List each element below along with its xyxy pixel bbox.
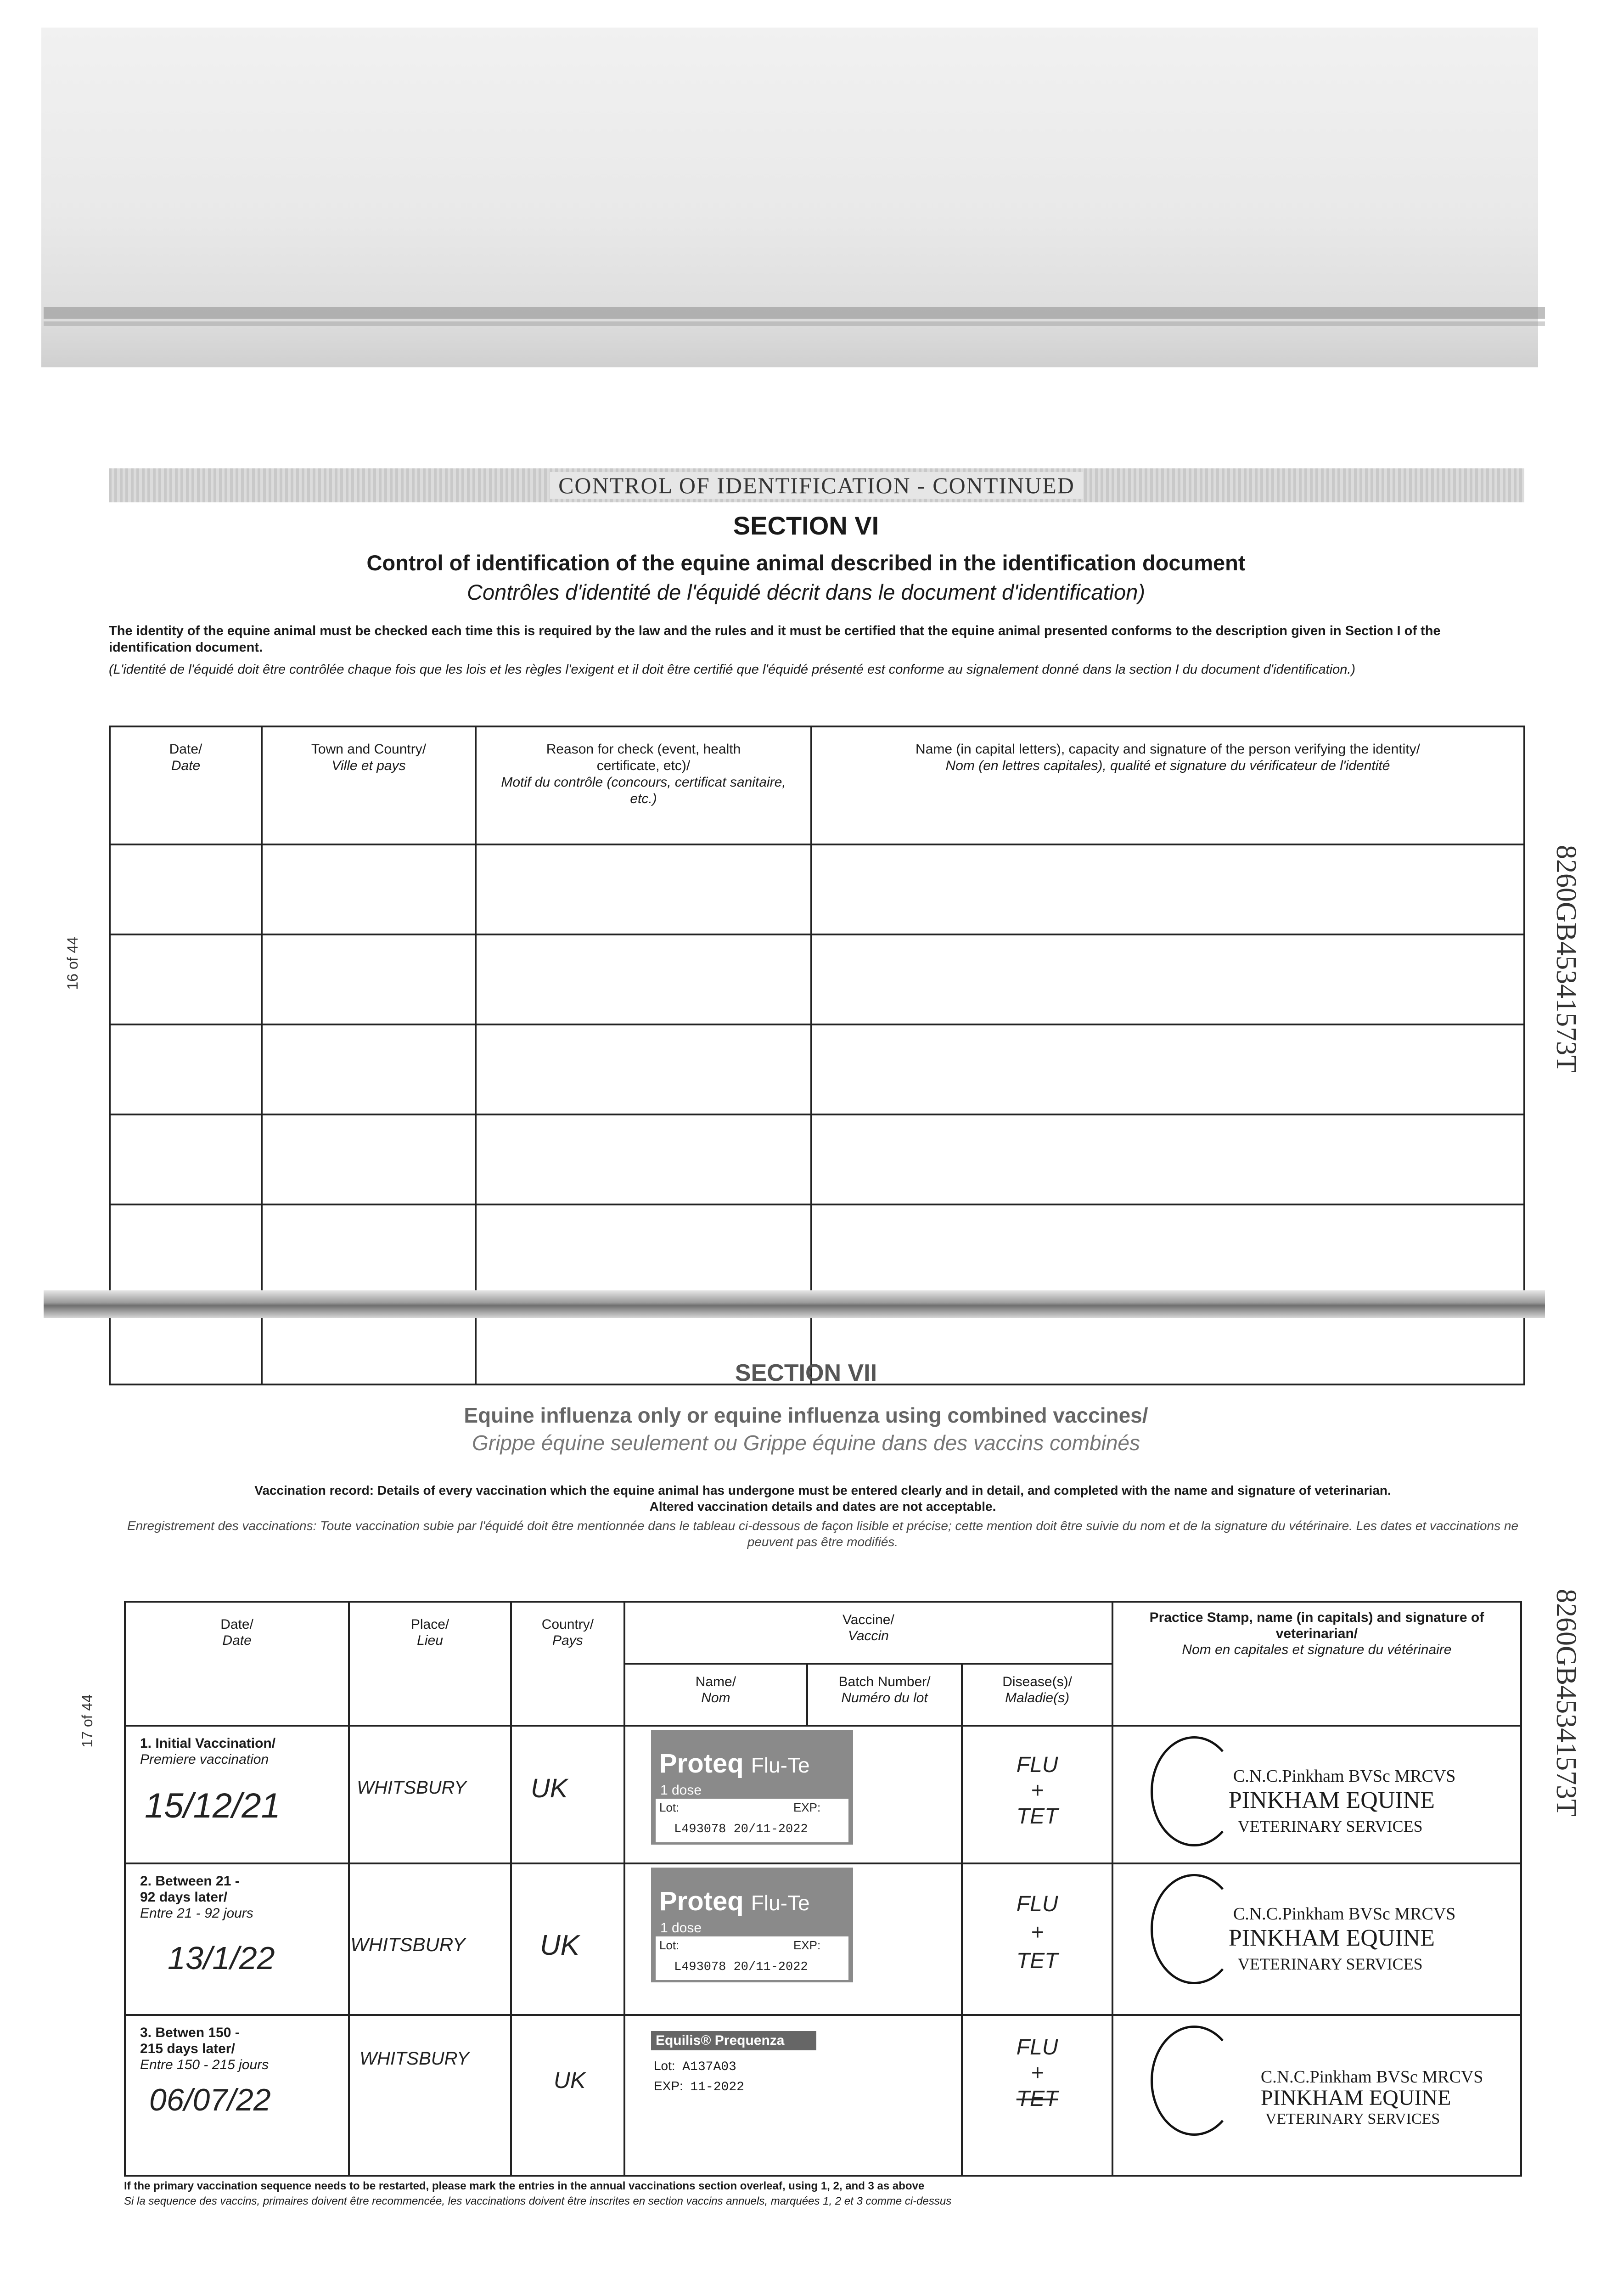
handwritten-place: WHITSBURY bbox=[359, 2048, 469, 2069]
col-label-fr: Maladie(s) bbox=[1005, 1690, 1070, 1705]
vaccine-brand bbox=[659, 1886, 810, 1917]
vaccine-label-cell[interactable] bbox=[624, 1726, 962, 1863]
handwritten-date: 15/12/21 bbox=[145, 1786, 281, 1825]
table-header-row bbox=[125, 1602, 1521, 1664]
vet-name: C.N.C.Pinkham BVSc MRCVS bbox=[1233, 1767, 1456, 1786]
handwritten-disease bbox=[963, 1865, 1111, 1975]
col-label-fr: Nom (en lettres capitales), qualité et signature du vérificateur de l'identité bbox=[945, 758, 1390, 773]
vaccine-type: Flu-Te bbox=[751, 1753, 810, 1777]
lot-label: Lot: bbox=[653, 2059, 675, 2073]
signature-icon bbox=[1151, 1874, 1238, 1984]
col-label-en: Name (in capital letters), capacity and signature of the person verifying the identity/ bbox=[916, 742, 1420, 757]
col-label-en: Place/ bbox=[410, 1617, 449, 1632]
table-cell[interactable] bbox=[110, 1024, 262, 1114]
exp-label: EXP: bbox=[653, 2079, 683, 2093]
exp-date: 11-2022 bbox=[690, 2080, 744, 2094]
table-cell[interactable] bbox=[811, 1024, 1524, 1114]
col-country bbox=[511, 1602, 624, 1726]
col-reason bbox=[476, 726, 811, 844]
table-cell[interactable] bbox=[262, 1114, 476, 1204]
vaccination-row bbox=[125, 1726, 1521, 1863]
section6-intro-fr: (L'identité de l'équidé doit être contrôlée chaque fois que les lois et les règles l'exigent et il doit être certifié que l'équidé présenté est conforme au signalement donné dans la section I du document d'identification.) bbox=[109, 662, 1356, 677]
fold-line bbox=[44, 307, 1545, 319]
exp-label: EXP: bbox=[793, 1801, 821, 1814]
stamp-cell[interactable] bbox=[1112, 1863, 1521, 2015]
table-cell[interactable] bbox=[262, 844, 476, 934]
disease-line: + bbox=[1031, 1778, 1044, 1803]
practice-services: VETERINARY SERVICES bbox=[1265, 2110, 1440, 2127]
signature-icon bbox=[1151, 2026, 1238, 2136]
vaccination-row bbox=[125, 2015, 1521, 2176]
section6-title: SECTION VI bbox=[733, 511, 879, 540]
col-label-en: Date/ bbox=[220, 1617, 253, 1632]
table-row bbox=[110, 844, 1524, 934]
brand-name: Proteq bbox=[659, 1749, 744, 1778]
date-cell[interactable] bbox=[125, 1726, 349, 1863]
page-number-17: 17 of 44 bbox=[79, 1694, 95, 1748]
table-row bbox=[110, 1114, 1524, 1204]
handwritten-disease bbox=[963, 1727, 1111, 1829]
stamp-cell[interactable] bbox=[1112, 2015, 1521, 2176]
record-line: Vaccination record: Details of every vaccination which the equine animal has undergone must be entered clearly and in detail, and completed with the name and signature of veterinarian. bbox=[254, 1483, 1391, 1497]
disease-line: TET bbox=[1016, 2087, 1058, 2111]
col-practice-stamp bbox=[1112, 1602, 1521, 1726]
disease-cell[interactable] bbox=[962, 2015, 1112, 2176]
practice-name: PINKHAM EQUINE bbox=[1228, 1787, 1435, 1813]
date-cell[interactable] bbox=[125, 1863, 349, 2015]
table-cell[interactable] bbox=[110, 1204, 262, 1294]
col-label-fr: Lieu bbox=[417, 1633, 443, 1648]
record-line: Altered vaccination details and dates are not acceptable. bbox=[649, 1499, 996, 1514]
handwritten-country: UK bbox=[530, 1773, 568, 1803]
banner-text: CONTROL OF IDENTIFICATION - CONTINUED bbox=[550, 472, 1083, 499]
disease-line: + bbox=[1031, 1920, 1044, 1945]
col-label-fr: Date bbox=[222, 1633, 252, 1648]
practice-services: VETERINARY SERVICES bbox=[1237, 1817, 1423, 1835]
col-label-fr: Date bbox=[171, 758, 201, 773]
vaccine-dose: 1 dose bbox=[660, 1783, 702, 1798]
col-town-country bbox=[262, 726, 476, 844]
page-number-16: 16 of 44 bbox=[64, 937, 81, 990]
table-cell[interactable] bbox=[110, 1114, 262, 1204]
handwritten-date: 06/07/22 bbox=[149, 2082, 271, 2117]
passport-id-bottom: 8260GB45341573T bbox=[1550, 1589, 1582, 1817]
vaccination-row bbox=[125, 1863, 1521, 2015]
table-row bbox=[110, 1024, 1524, 1114]
disease-cell[interactable] bbox=[962, 1726, 1112, 1863]
batch-number: L493078 20/11-2022 bbox=[674, 1960, 808, 1974]
vaccine-sticker bbox=[651, 2031, 816, 2109]
col-disease bbox=[962, 1664, 1112, 1726]
country-cell[interactable] bbox=[511, 2015, 624, 2176]
row-label-fr: Entre 150 - 215 jours bbox=[140, 2057, 269, 2072]
table-cell[interactable] bbox=[811, 1204, 1524, 1294]
table-cell[interactable] bbox=[811, 934, 1524, 1024]
vaccine-sticker bbox=[651, 1730, 853, 1845]
section7-title: SECTION VII bbox=[735, 1360, 877, 1386]
col-date bbox=[110, 726, 262, 844]
exp-line bbox=[654, 2079, 744, 2094]
col-label-fr: Nom en capitales et signature du vétérinaire bbox=[1182, 1642, 1452, 1657]
table-cell[interactable] bbox=[262, 934, 476, 1024]
col-label-fr: Motif du contrôle (concours, certificat sanitaire, etc.) bbox=[501, 775, 786, 806]
col-batch-number bbox=[807, 1664, 962, 1726]
handwritten-place: WHITSBURY bbox=[357, 1778, 466, 1798]
practice-name: PINKHAM EQUINE bbox=[1260, 2086, 1451, 2110]
col-vaccine-name bbox=[624, 1664, 807, 1726]
table-cell[interactable] bbox=[476, 1024, 811, 1114]
vaccine-brand: Equilis® Prequenza bbox=[651, 2031, 816, 2050]
row-label-en: 2. Between 21 - 92 days later/ bbox=[140, 1874, 240, 1905]
batch-box bbox=[656, 1799, 848, 1842]
vaccination-record-fr: Enregistrement des vaccinations: Toute vaccination subie par l'équidé doit être mentionnée dans le tableau ci-dessous de façon lisible et précise; cette mention doit être suivie du nom et de la signature du vétérinaire. Les dates et vaccinations ne peuvent pas être modifiés. bbox=[127, 1519, 1519, 1549]
col-label-en: Batch Number/ bbox=[838, 1674, 931, 1689]
batch-box bbox=[656, 1936, 848, 1980]
disease-cell[interactable] bbox=[962, 1863, 1112, 2015]
date-cell[interactable] bbox=[125, 2015, 349, 2176]
col-label-en: Name/ bbox=[695, 1674, 736, 1689]
stamp-cell[interactable] bbox=[1112, 1726, 1521, 1863]
vaccine-label-cell[interactable] bbox=[624, 1863, 962, 2015]
footer-note-en: If the primary vaccination sequence needs to be restarted, please mark the entries in the annual vaccinations section overleaf, using 1, 2, and 3 as above bbox=[124, 2180, 925, 2192]
row-label bbox=[126, 1865, 348, 1921]
practice-services: VETERINARY SERVICES bbox=[1237, 1955, 1423, 1973]
col-label-fr: Pays bbox=[552, 1633, 583, 1648]
vaccine-label-cell[interactable] bbox=[624, 2015, 962, 2176]
col-verifier bbox=[811, 726, 1524, 844]
section6-subtitle-en: Control of identification of the equine animal described in the identification document bbox=[366, 551, 1246, 575]
disease-line: + bbox=[1031, 2061, 1044, 2085]
row-label-fr: Entre 21 - 92 jours bbox=[140, 1906, 253, 1921]
table-row bbox=[110, 934, 1524, 1024]
batch-number: L493078 20/11-2022 bbox=[674, 1823, 808, 1836]
fold-line bbox=[44, 321, 1545, 326]
vet-name: C.N.C.Pinkham BVSc MRCVS bbox=[1260, 2067, 1483, 2087]
lot-label: Lot: bbox=[659, 1938, 680, 1952]
brand-name: Proteq bbox=[659, 1886, 744, 1916]
handwritten-disease bbox=[963, 2016, 1111, 2112]
vet-name: C.N.C.Pinkham BVSc MRCVS bbox=[1233, 1904, 1456, 1924]
col-label-fr: Vaccin bbox=[848, 1628, 889, 1643]
vaccine-type: Flu-Te bbox=[751, 1891, 810, 1915]
col-date bbox=[125, 1602, 349, 1726]
col-label-en: Vaccine/ bbox=[842, 1612, 894, 1627]
section-banner bbox=[109, 468, 1524, 502]
table-cell[interactable] bbox=[262, 1024, 476, 1114]
disease-line: TET bbox=[1016, 1949, 1058, 1973]
row-label-en: 3. Betwen 150 - 215 days later/ bbox=[140, 2025, 240, 2056]
section6-subtitle-fr: Contrôles d'identité de l'équidé décrit dans le document d'identification) bbox=[467, 580, 1145, 604]
col-label-en: Disease(s)/ bbox=[1002, 1674, 1072, 1689]
place-cell[interactable] bbox=[349, 1863, 511, 2015]
table-cell[interactable] bbox=[110, 844, 262, 934]
handwritten-country: UK bbox=[553, 2067, 586, 2093]
section6-intro-en: The identity of the equine animal must be checked each time this is required by the law and the rules and it must be certified that the equine animal presented conforms to the description given in Section I of the identification document. bbox=[109, 624, 1441, 655]
footer-note-fr: Si la sequence des vaccins, primaires doivent être recommencée, les vaccinations doivent être inscrites en section vaccins annuels, marquées 1, 2 et 3 comme ci-dessus bbox=[124, 2195, 952, 2207]
table-cell[interactable] bbox=[811, 1114, 1524, 1204]
table-cell[interactable] bbox=[811, 844, 1524, 934]
col-label-en: Practice Stamp, name (in capitals) and signature of veterinarian/ bbox=[1149, 1610, 1484, 1641]
col-label-fr: Nom bbox=[701, 1690, 730, 1705]
col-label-en: Country/ bbox=[541, 1617, 594, 1632]
row-label bbox=[126, 1727, 348, 1767]
identity-check-table bbox=[109, 726, 1525, 1385]
disease-line: TET bbox=[1016, 1804, 1058, 1829]
table-cell[interactable] bbox=[476, 934, 811, 1024]
place-cell[interactable] bbox=[349, 2015, 511, 2176]
exp-label: EXP: bbox=[793, 1938, 821, 1952]
handwritten-date: 13/1/22 bbox=[168, 1940, 275, 1976]
table-cell[interactable] bbox=[110, 934, 262, 1024]
vaccine-brand bbox=[659, 1748, 810, 1779]
col-label-fr: Ville et pays bbox=[331, 758, 406, 773]
practice-name: PINKHAM EQUINE bbox=[1228, 1925, 1435, 1951]
lot-label: Lot: bbox=[659, 1801, 680, 1814]
row-label-fr: Premiere vaccination bbox=[140, 1752, 269, 1767]
country-cell[interactable] bbox=[511, 1726, 624, 1863]
vaccine-sticker bbox=[651, 1868, 853, 1982]
table-cell[interactable] bbox=[476, 844, 811, 934]
handwritten-country: UK bbox=[539, 1930, 579, 1961]
vaccination-record-en bbox=[109, 1482, 1537, 1514]
col-vaccine bbox=[624, 1602, 1112, 1664]
handwritten-place: WHITSBURY bbox=[350, 1934, 466, 1955]
col-place bbox=[349, 1602, 511, 1726]
table-header-row bbox=[110, 726, 1524, 844]
table-cell[interactable] bbox=[476, 1114, 811, 1204]
table-row bbox=[110, 1204, 1524, 1294]
passport-id-top: 8260GB45341573T bbox=[1550, 845, 1582, 1073]
fold-line bbox=[44, 1290, 1545, 1318]
table-cell[interactable] bbox=[262, 1204, 476, 1294]
disease-line: FLU bbox=[1016, 1892, 1058, 1916]
section7-subtitle-fr: Grippe équine seulement ou Grippe équine dans des vaccins combinés bbox=[472, 1431, 1140, 1455]
country-cell[interactable] bbox=[511, 1863, 624, 2015]
disease-line: FLU bbox=[1016, 1753, 1058, 1777]
lot-line bbox=[654, 2059, 736, 2074]
table-cell[interactable] bbox=[476, 1204, 811, 1294]
col-label-en: Town and Country/ bbox=[311, 742, 427, 757]
place-cell[interactable] bbox=[349, 1726, 511, 1863]
vaccine-dose: 1 dose bbox=[660, 1920, 702, 1936]
vaccination-table bbox=[124, 1601, 1522, 2177]
row-label bbox=[126, 2016, 348, 2073]
col-label-fr: Numéro du lot bbox=[841, 1690, 928, 1705]
col-label-en: Reason for check (event, health certificate, etc)/ bbox=[546, 742, 741, 773]
row-label-en: 1. Initial Vaccination/ bbox=[140, 1736, 276, 1751]
col-label-en: Date/ bbox=[169, 742, 202, 757]
signature-icon bbox=[1151, 1736, 1238, 1846]
section7-subtitle-en: Equine influenza only or equine influenza using combined vaccines/ bbox=[464, 1403, 1148, 1427]
lot-number: A137A03 bbox=[682, 2060, 736, 2074]
disease-line: FLU bbox=[1016, 2035, 1058, 2060]
